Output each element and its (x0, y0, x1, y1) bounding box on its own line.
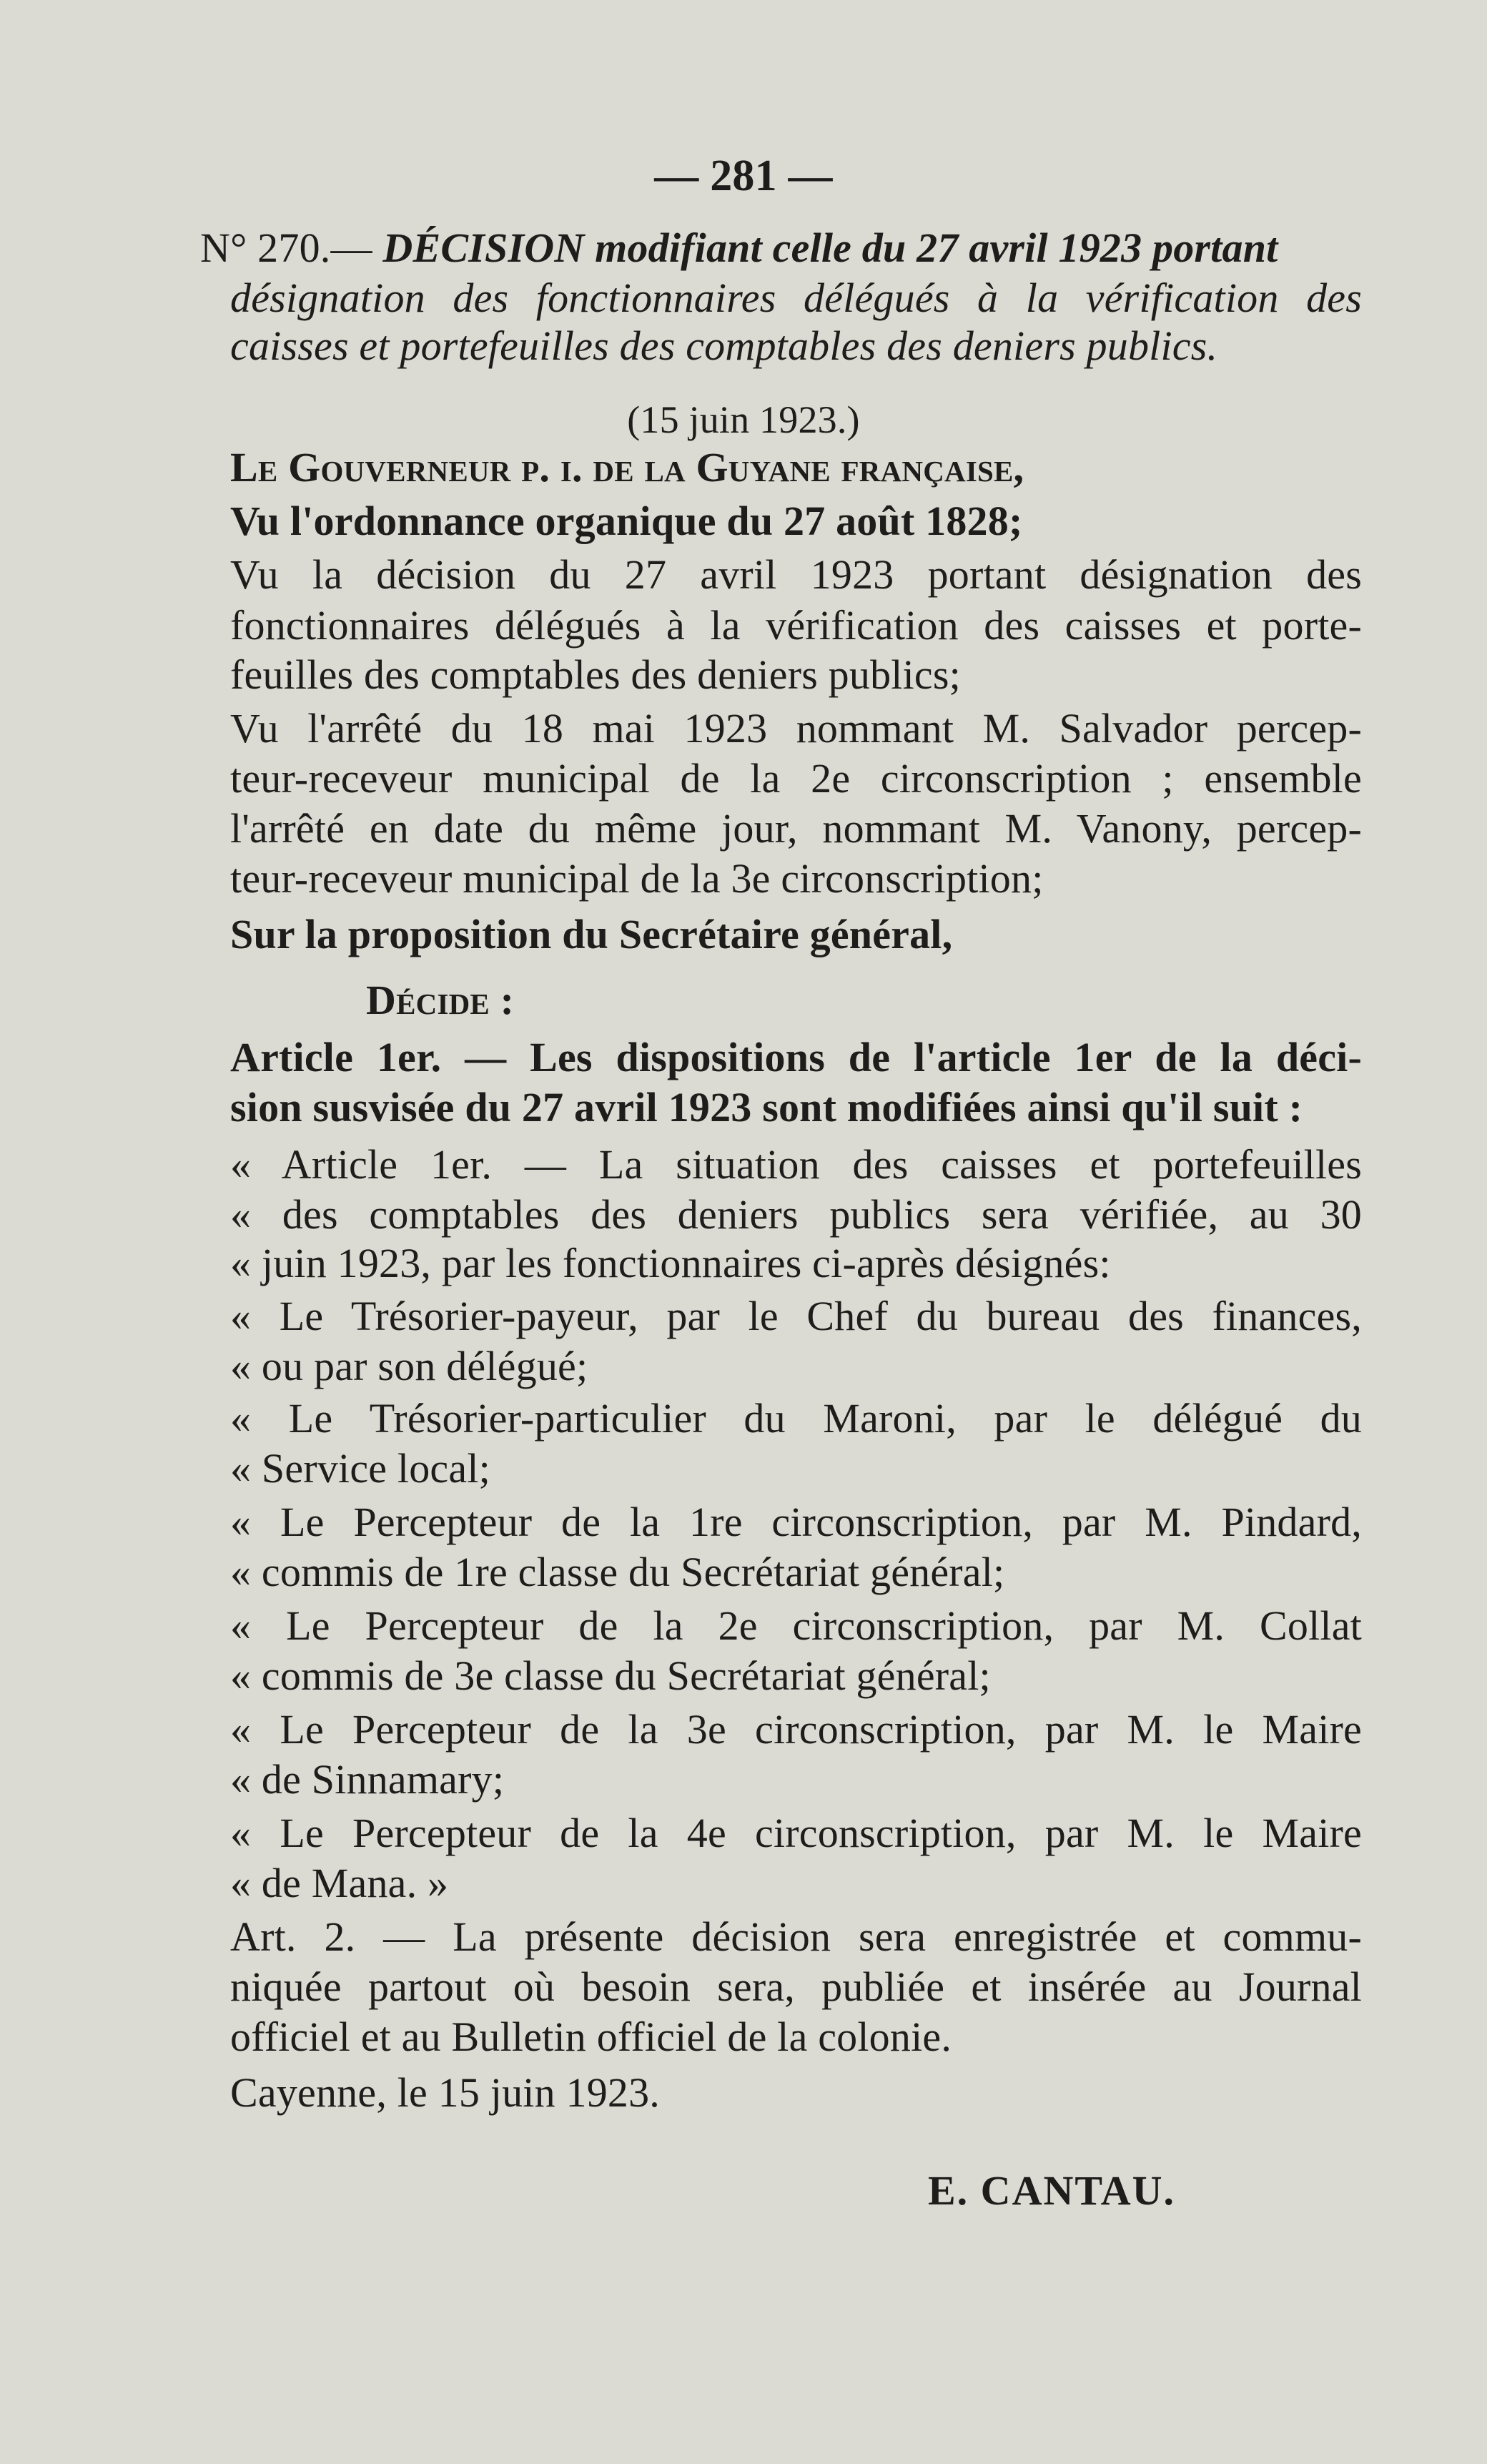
vu-arrete-line-3: l'arrêté en date du même jour, nommant M. Vanony, percep- (230, 805, 1362, 852)
percepteur-1-line-2: « commis de 1re classe du Secrétariat général; (230, 1549, 1005, 1595)
vu-decision-line-2: fonctionnaires délégués à la vérification des caisses et porte- (230, 602, 1362, 649)
article-2-line-3: officiel et au Bulletin officiel de la colonie. (230, 2014, 952, 2060)
percepteur-3-line-1: « Le Percepteur de la 3e circonscription, par M. le Maire (230, 1706, 1362, 1753)
decision-title-line-2: désignation des fonctionnaires délégués à la vérification des (230, 275, 1362, 321)
percepteur-4-line-1: « Le Percepteur de la 4e circonscription, par M. le Maire (230, 1810, 1362, 1856)
quote-article-line-3: « juin 1923, par les fonctionnaires ci-après désignés: (230, 1240, 1111, 1286)
page-number: — 281 — (654, 152, 833, 200)
tresorier-maroni-line-2: « Service local; (230, 1445, 490, 1492)
tresorier-maroni-line-1: « Le Trésorier-particulier du Maroni, par le délégué du (230, 1395, 1362, 1442)
tresorier-payeur-line-2: « ou par son délégué; (230, 1343, 588, 1389)
decision-date: (15 juin 1923.) (627, 398, 860, 441)
article-1-line-2: sion susvisée du 27 avril 1923 sont modifiées ainsi qu'il suit : (230, 1084, 1303, 1130)
quote-article-line-1: « Article 1er. — La situation des caisses et portefeuilles (230, 1141, 1362, 1188)
vu-decision-line-1: Vu la décision du 27 avril 1923 portant désignation des (230, 551, 1362, 598)
article-2-line-1: Art. 2. — La présente décision sera enregistrée et commu- (230, 1913, 1362, 1960)
percepteur-3-line-2: « de Sinnamary; (230, 1756, 505, 1803)
decision-title-line-3: caisses et portefeuilles des comptables des deniers publics. (230, 322, 1218, 369)
percepteur-2-line-2: « commis de 3e classe du Secrétariat général; (230, 1652, 991, 1699)
signature: E. CANTAU. (928, 2167, 1175, 2214)
quote-article-line-2: « des comptables des deniers publics sera vérifiée, au 30 (230, 1191, 1362, 1238)
vu-arrete-line-4: teur-receveur municipal de la 3e circonscription; (230, 855, 1044, 902)
percepteur-4-line-2: « de Mana. » (230, 1860, 449, 1906)
vu-ordonnance: Vu l'ordonnance organique du 27 août 1828; (230, 498, 1023, 544)
percepteur-1-line-1: « Le Percepteur de la 1re circonscription, par M. Pindard, (230, 1499, 1362, 1545)
decision-title (200, 227, 1362, 269)
decide-heading: Décide : (366, 977, 515, 1023)
vu-arrete-line-1: Vu l'arrêté du 18 mai 1923 nommant M. Salvador percep- (230, 705, 1362, 751)
proposition-line: Sur la proposition du Secrétaire général, (230, 911, 953, 957)
decision-number: N° 270.— (200, 225, 372, 271)
governor-line: Le Gouverneur p. i. de la Guyane française, (230, 444, 1024, 491)
vu-arrete-line-2: teur-receveur municipal de la 2e circonscription ; ensemble (230, 755, 1362, 802)
percepteur-2-line-1: « Le Percepteur de la 2e circonscription, par M. Collat (230, 1602, 1362, 1649)
vu-decision-line-3: feuilles des comptables des deniers publics; (230, 651, 961, 698)
article-2-line-2: niquée partout où besoin sera, publiée et insérée au Journal (230, 1963, 1362, 2010)
place-and-date: Cayenne, le 15 juin 1923. (230, 2069, 661, 2116)
decision-title-line-1: DÉCISION modifiant celle du 27 avril 1923 portant (382, 225, 1278, 271)
article-1-line-1: Article 1er. — Les dispositions de l'article 1er de la déci- (230, 1034, 1362, 1080)
tresorier-payeur-line-1: « Le Trésorier-payeur, par le Chef du bureau des finances, (230, 1293, 1362, 1339)
